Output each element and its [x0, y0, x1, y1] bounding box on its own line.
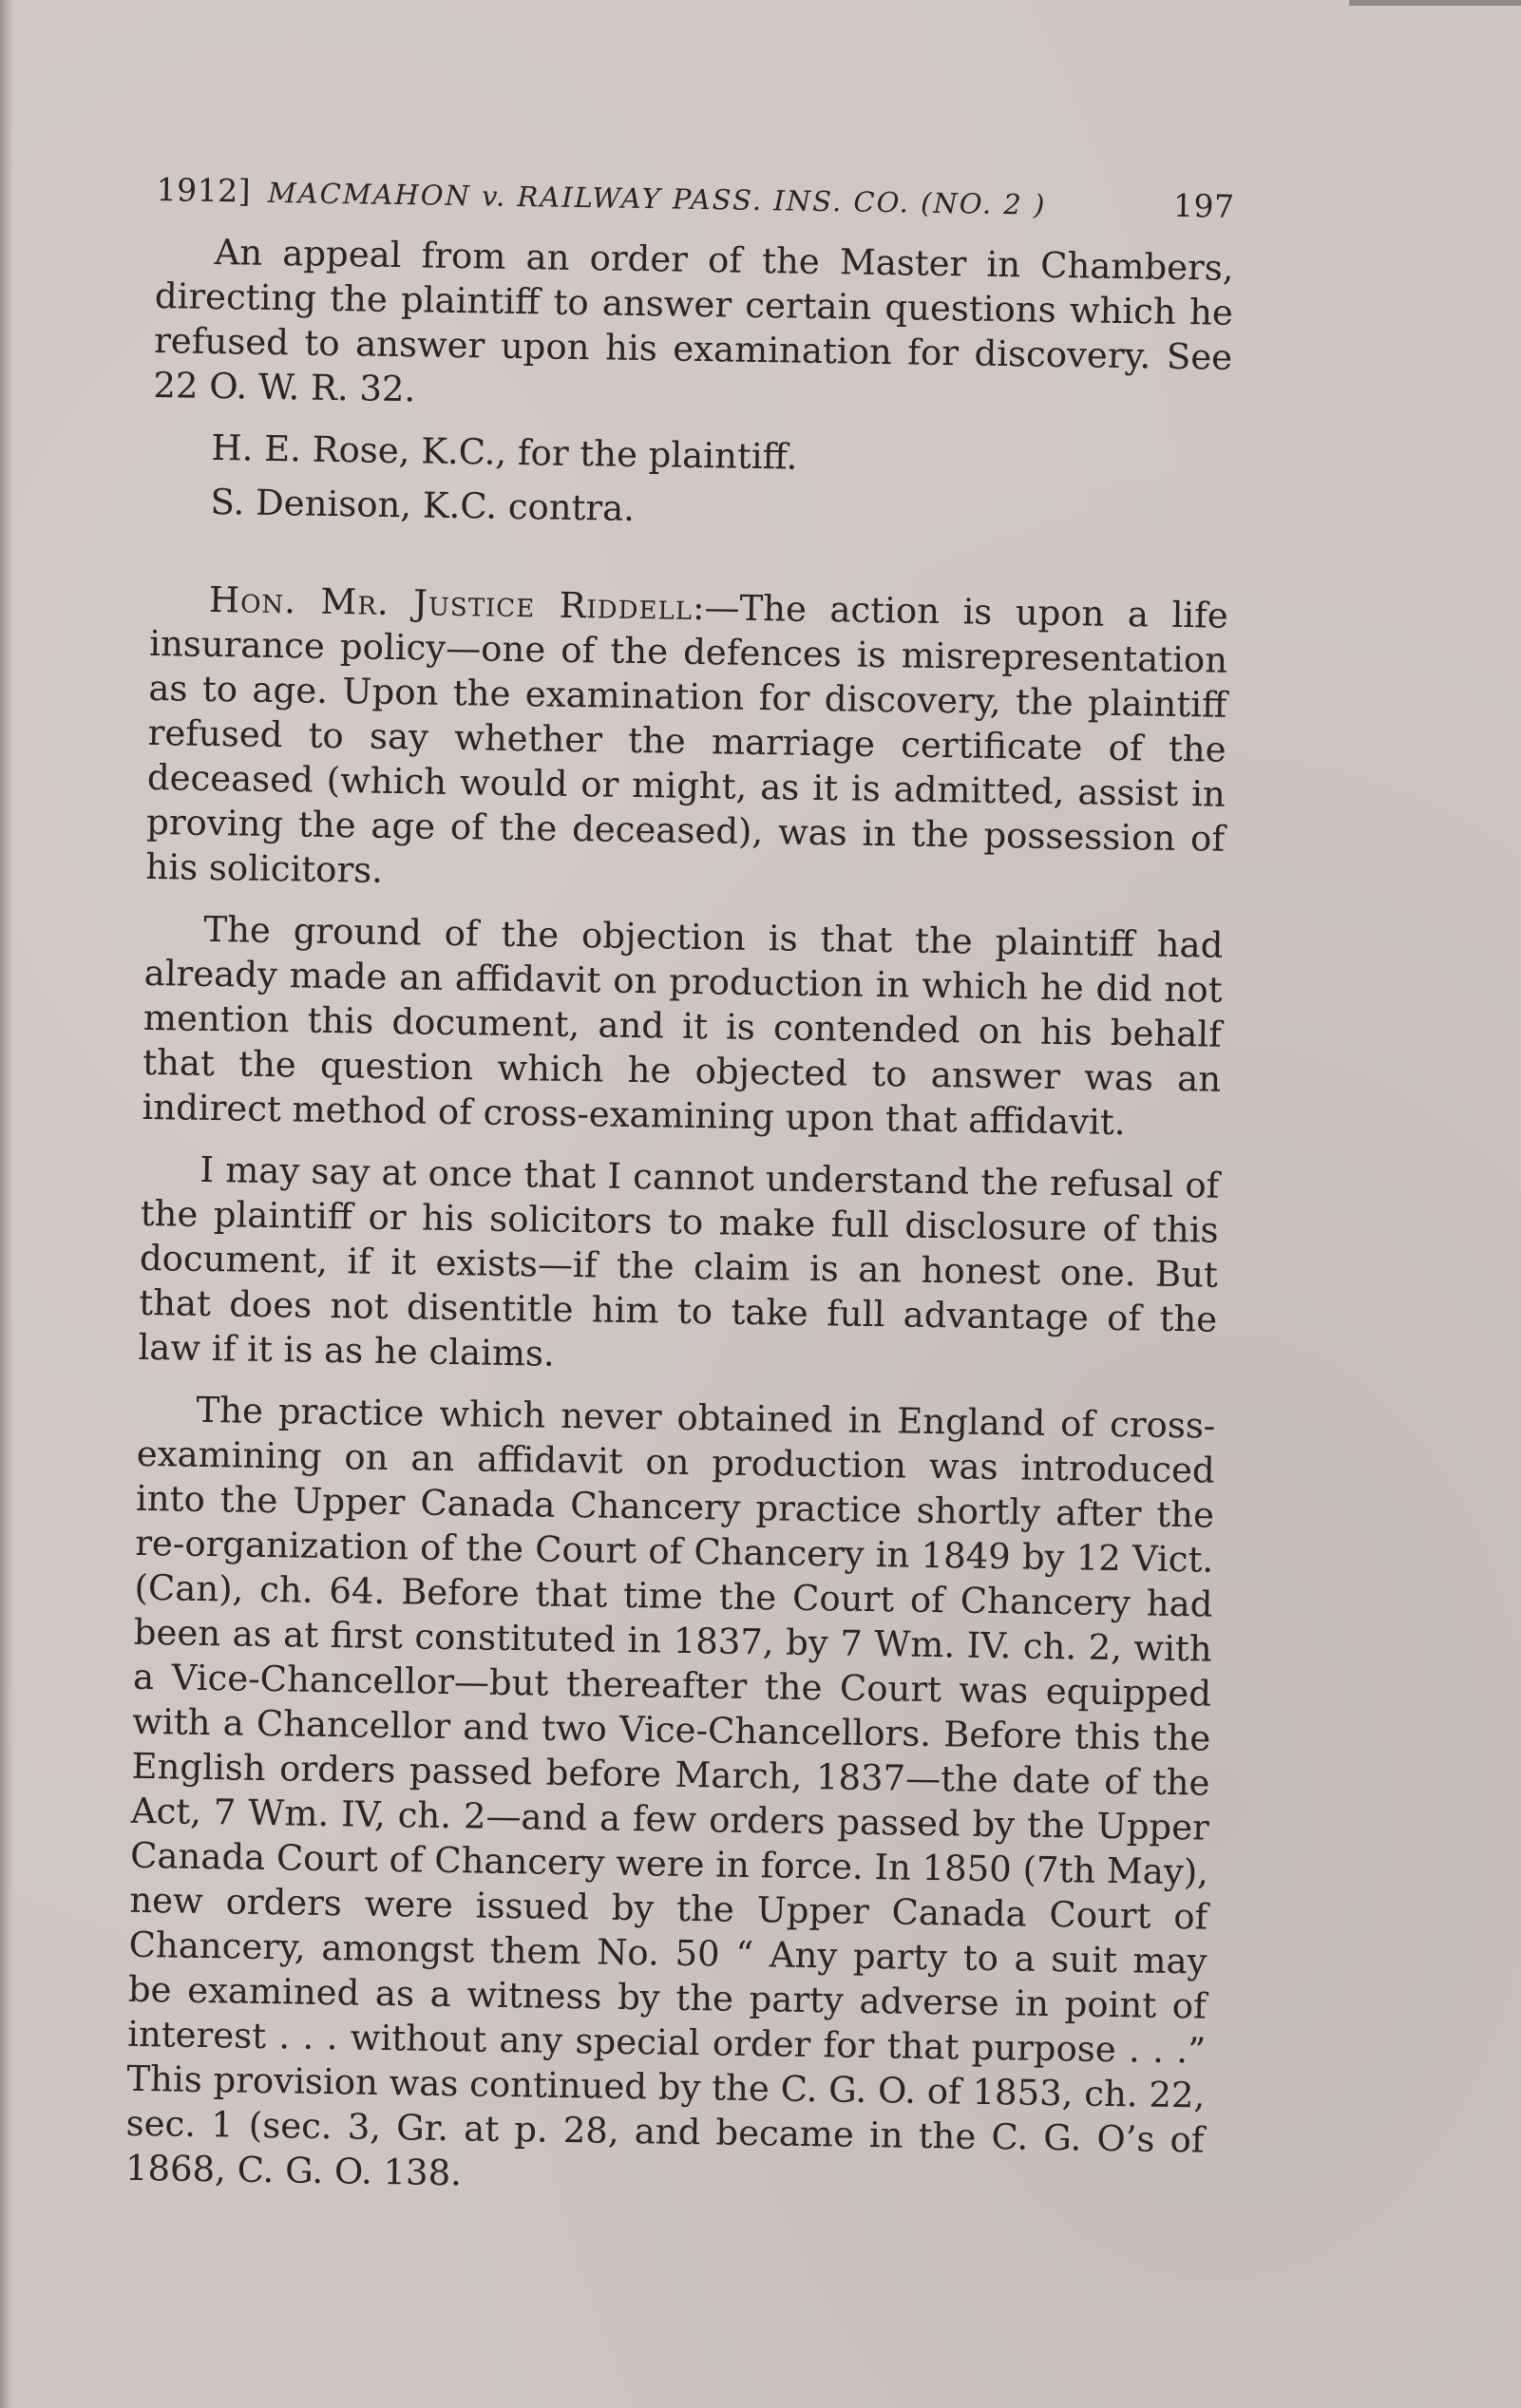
- judgment-paragraph-1-text: :—The action is upon a life insurance policy—one of the defences is misrepresentation as to age. Upon the examination for discovery, the plaintiff refused to say whether the marriage certificate of the deceased (which would or might, as it is admitted, assist in proving the age of the deceased), was in the possession of his solicitors.: [145, 586, 1229, 891]
- running-header: [156, 171, 1234, 225]
- page-left-edge: [0, 0, 13, 2408]
- judgment-paragraph-4: The practice which never obtained in England of cross-examining on an affidavit on production was introduced into the Upper Canada Chancery practice shortly after the re-organization of the Court of Chancery in 1849 by 12 Vict. (Can), ch. 64. Before that time the Court of Chancery had been as at first constituted in 1837, by 7 Wm. IV. ch. 2, with a Vice-Chancellor—but thereafter the Court was equipped with a Chancellor and two Vice-Chancellors. Before this the English orders passed before March, 1837—the date of the Act, 7 Wm. IV, ch. 2—and a few orders passed by the Upper Canada Court of Chancery were in force. In 1850 (7th May), new orders were issued by the Upper Canada Court of Chancery, amongst them No. 50 “ Any party to a suit may be examined as a witness by the party adverse in point of interest . . . without any special order for that purpose . . .” This provision was continued by the C. G. O. of 1853, ch. 22, sec. 1 (sec. 3, Gr. at p. 28, and became in the C. G. O’s of 1868, C. G. O. 138.: [124, 1389, 1216, 2194]
- header-year: 1912]: [156, 171, 252, 210]
- judgment-paragraph-1: [145, 577, 1228, 906]
- counsel-contra: S. Denison, K.C. contra.: [210, 481, 636, 529]
- page-top-edge: [1349, 0, 1521, 6]
- header-running-title: MACMAHON v. RAILWAY PASS. INS. CO. (NO. 2 ): [267, 176, 1047, 221]
- judge-name: Hon. Mr. Justice Riddell: [208, 578, 694, 628]
- judgment-paragraph-2: The ground of the objection is that the plaintiff had already made an affidavit on production in which he did not mention this document, and it is contended on his behalf that the question which he objected to answer was an indirect method of cross-examining upon that affidavit.: [142, 908, 1224, 1144]
- counsel-plaintiff: H. E. Rose, K.C., for the plaintiff.: [211, 427, 798, 478]
- page-number: 197: [1172, 186, 1235, 225]
- judgment-paragraph-3: I may say at once that I cannot understand the refusal of the plaintiff or his solicitors to make full disclosure of this document, if it exists—if the claim is an honest one. But that does not disentitle him to take full advantage of the law if it is as he claims.: [138, 1148, 1220, 1375]
- page-content: [124, 171, 1235, 2225]
- intro-paragraph: An appeal from an order of the Master in Chambers, directing the plaintiff to answer certain questions which he refused to answer upon his examination for discovery. See 22 O. W. R. 32.: [153, 231, 1234, 410]
